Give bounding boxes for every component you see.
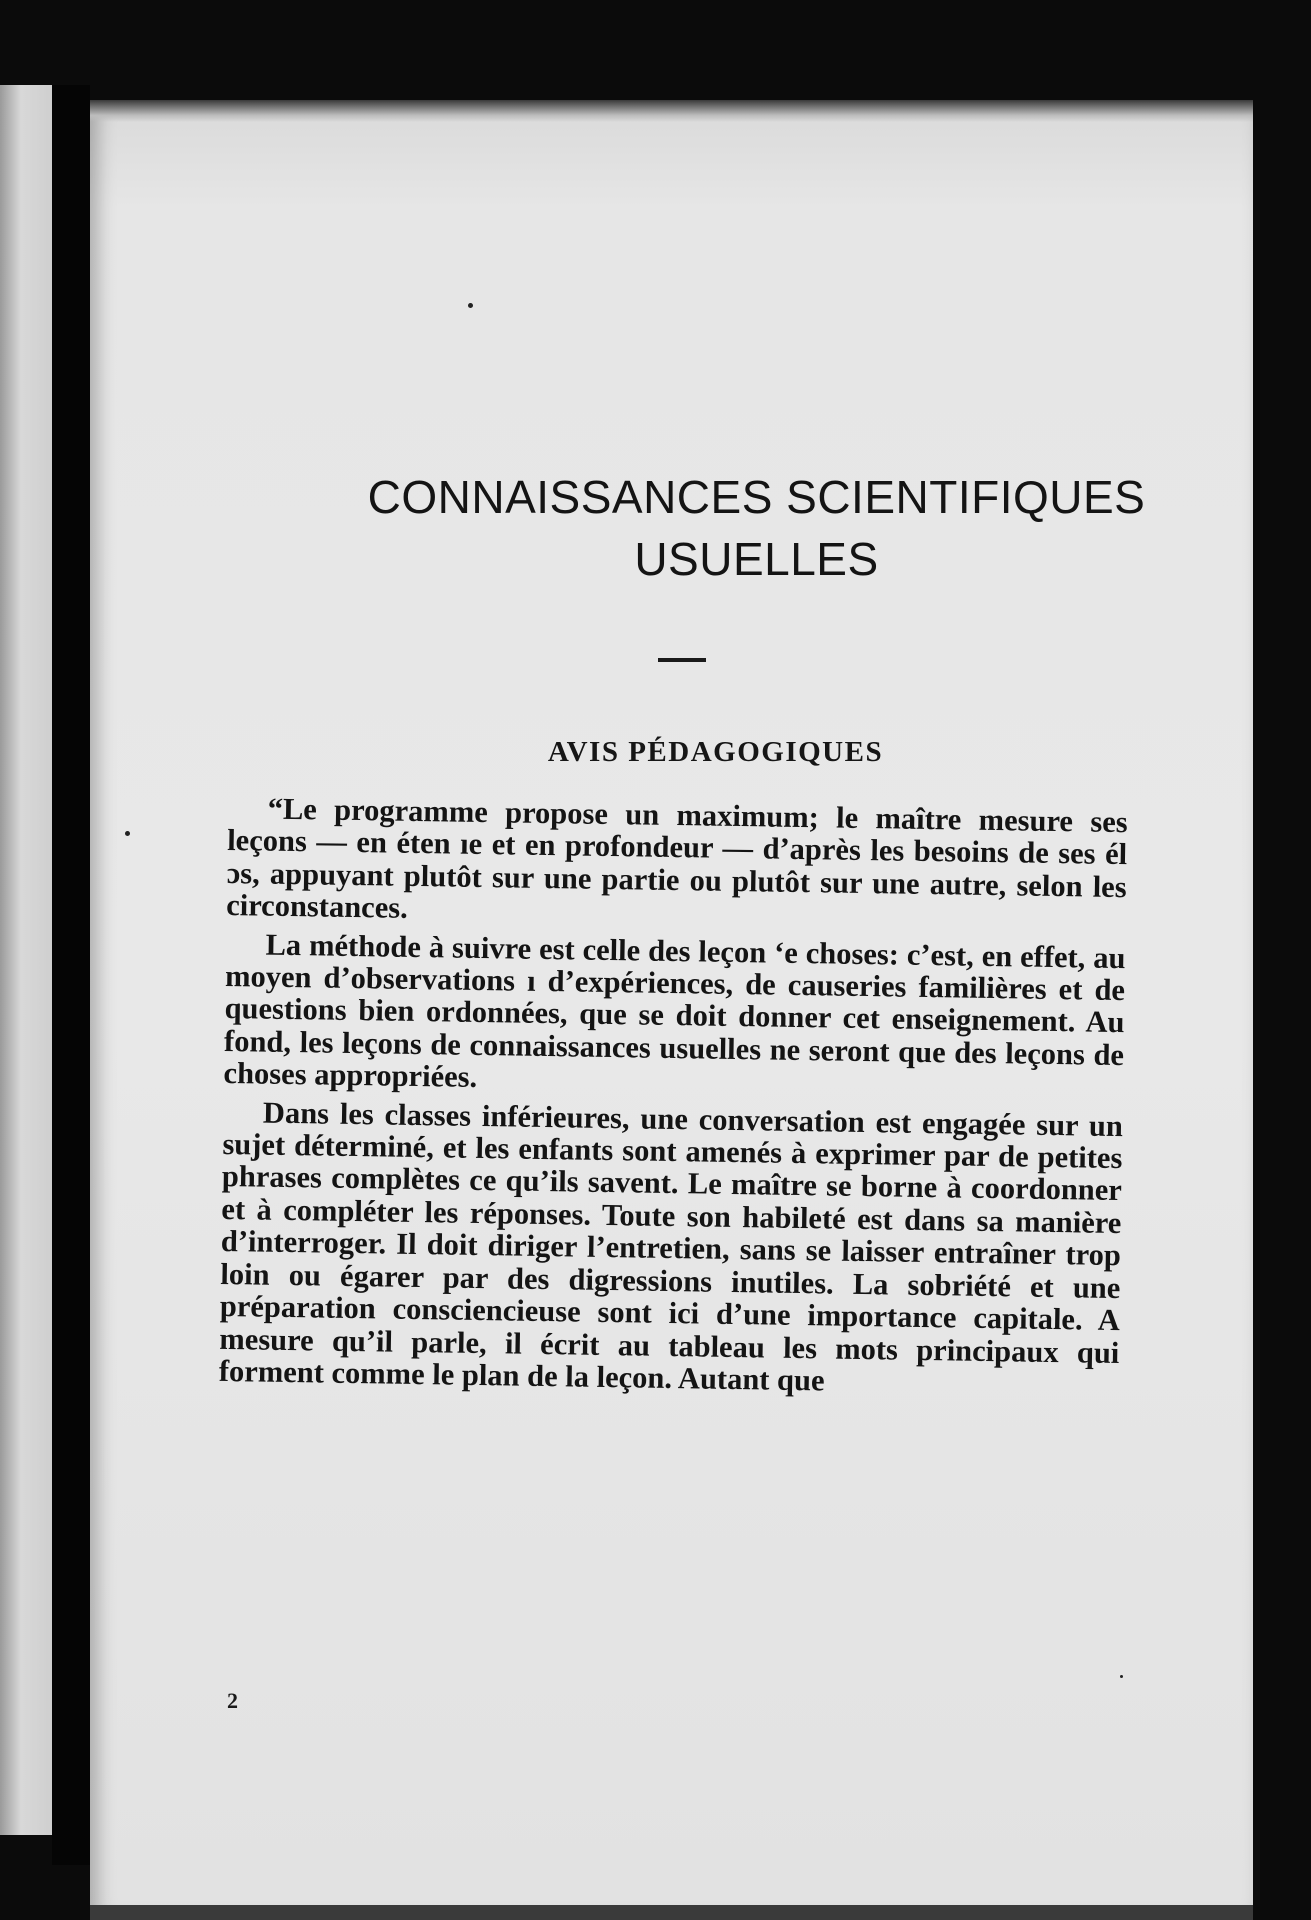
chapter-title-line-1: CONNAISSANCES SCIENTIFIQUES (367, 471, 1146, 523)
paragraph-2: La méthode à suivre est celle des leçon ʻe choses: c’est, en effet, au moyen d’observations ı d’expériences, de causeries familières et de questions bien ordonnées, que se doit donner cet enseignement. Au fond, les leçons de connaissances usuelles ne seront que des leçons de choses appropriées. (223, 927, 1126, 1095)
speck-dot (468, 303, 473, 308)
page-number: 2 (227, 1688, 238, 1713)
book-gutter (52, 85, 90, 1865)
paragraph-1: “Le programme propose un maximum; le maître mesure ses leçons — en éten ıe et en profondeur — d’après les besoins de ses él ɔs, appuyant plutôt sur une partie ou plutôt sur une autre, selon les circonstances. (225, 791, 1128, 926)
facing-page-edge (0, 85, 52, 1835)
section-heading: AVIS PÉDAGOGIQUES (547, 736, 884, 768)
chapter-title-line-2: USUELLES (634, 533, 879, 585)
speck-dot (125, 831, 130, 836)
paragraph-3: Dans les classes inférieures, une conversation est engagée sur un sujet déterminé, et les enfants sont amenés à exprimer par de petites phrases complètes ce qu’ils savent. Le maître se borne à coordonner et à compléter les réponses. Toute son habileté est dans sa manière d’interroger. Il doit diriger l’entretien, sans se laisser entraîner trop loin ou égarer par des digressions inutiles. La sobriété et une préparation consciencieuse sont ici d’une importance capitale. A mesure qu’il parle, il écrit au tableau les mots principaux qui forment comme le plan de la leçon. Autant que (218, 1095, 1124, 1398)
body-text (219, 792, 1128, 1407)
page-bottom-edge (90, 1905, 1253, 1920)
page-top-edge (90, 100, 1253, 122)
title-separator-rule (658, 658, 706, 662)
speck-dot (1120, 1675, 1123, 1678)
